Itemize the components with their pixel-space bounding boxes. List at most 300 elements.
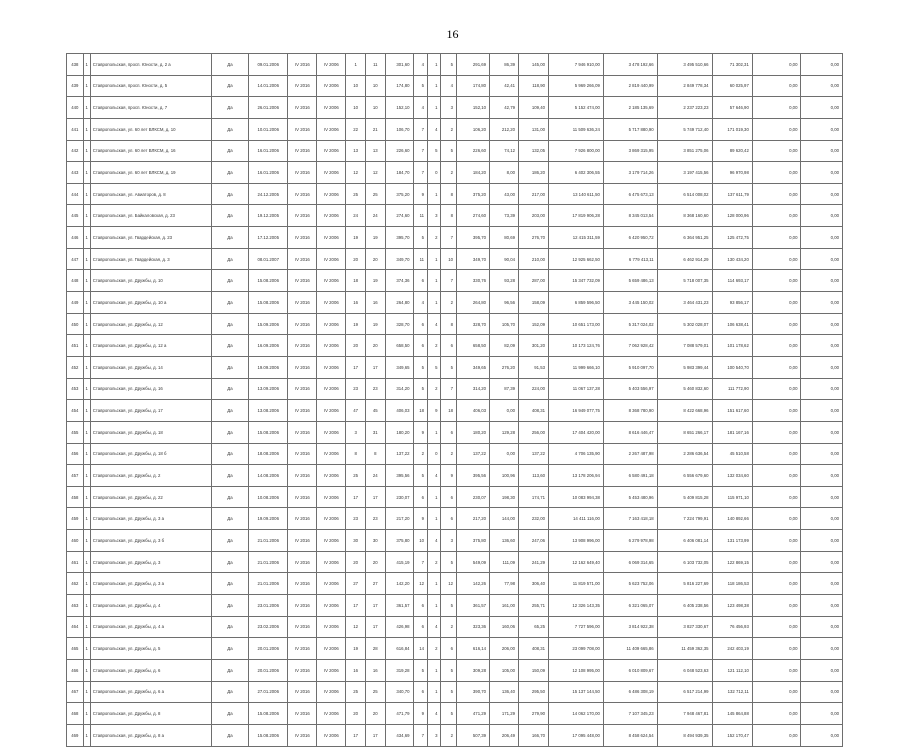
table-row [67, 595, 843, 617]
table-cell: 12 108 995,00 [549, 659, 604, 681]
table-cell: 4 [413, 54, 427, 76]
table-cell: 330,76 [456, 270, 489, 292]
table-cell: 1 [428, 421, 441, 443]
table-row [67, 443, 843, 465]
table-cell: 6 402 306,55 [549, 162, 604, 184]
table-cell: 17.12.2005 [249, 227, 288, 249]
address-cell: Ставропольская, ул. Дружбы, д. 22 [90, 486, 211, 508]
table-cell: 1 [83, 356, 90, 378]
table-cell: 122 869,15 [712, 551, 752, 573]
table-cell: 232,00 [519, 508, 549, 530]
table-cell: 6 [441, 638, 457, 660]
table-cell: IV 2006 [317, 335, 346, 357]
table-cell: 6 069 314,65 [603, 551, 657, 573]
table-cell: Да [211, 313, 248, 335]
table-row [67, 421, 843, 443]
table-cell: 6 517 214,99 [657, 681, 712, 703]
table-cell: Да [211, 421, 248, 443]
table-cell: 13 140 611,50 [549, 183, 604, 205]
table-cell: 2 286 636,54 [657, 443, 712, 465]
table-cell: Да [211, 508, 248, 530]
table-cell: 1 [428, 248, 441, 270]
table-cell: IV 2016 [288, 595, 317, 617]
table-cell: 5 [441, 659, 457, 681]
table-cell: 2 [428, 551, 441, 573]
table-cell: 1 [83, 292, 90, 314]
table-cell: IV 2006 [317, 616, 346, 638]
table-cell: 16.09.2006 [249, 335, 288, 357]
table-cell: 1 [428, 573, 441, 595]
table-row [67, 486, 843, 508]
table-cell: 0,00 [752, 356, 801, 378]
table-cell: 20.01.2006 [249, 659, 288, 681]
table-cell: 184,70 [385, 162, 413, 184]
table-cell: 1 [428, 75, 441, 97]
table-cell: IV 2016 [288, 140, 317, 162]
table-cell: 276,20 [490, 356, 519, 378]
table-cell: Да [211, 356, 248, 378]
table-cell: 0,00 [801, 595, 843, 617]
table-cell: 0,00 [752, 162, 801, 184]
table-cell: 0,00 [752, 118, 801, 140]
table-cell: 10 [441, 248, 457, 270]
table-cell: 0,00 [801, 140, 843, 162]
table-cell: 0,00 [752, 205, 801, 227]
table-cell: IV 2006 [317, 356, 346, 378]
table-cell: 5 816 227,69 [657, 573, 712, 595]
table-cell: 328,70 [456, 313, 489, 335]
table-cell: 314,20 [385, 378, 413, 400]
table-cell: 6 [413, 595, 427, 617]
page-number: 16 [446, 27, 459, 41]
table-cell: 174,71 [519, 486, 549, 508]
table-cell: IV 2006 [317, 118, 346, 140]
table-cell: 25 [346, 183, 366, 205]
table-cell: 0,00 [752, 378, 801, 400]
table-cell: 0 [428, 162, 441, 184]
table-cell: 1 [428, 659, 441, 681]
table-cell: 11 [365, 54, 385, 76]
table-cell: 463 [67, 595, 84, 617]
table-cell: 77,98 [490, 573, 519, 595]
table-cell: 2 [441, 443, 457, 465]
table-cell: 106 638,41 [712, 313, 752, 335]
table-cell: 408,31 [519, 400, 549, 422]
table-cell: 1 [83, 378, 90, 400]
table-cell: 1 [83, 227, 90, 249]
table-cell: 12 [346, 162, 366, 184]
table-cell: 15.08.2006 [249, 703, 288, 725]
table-cell: 0,00 [752, 530, 801, 552]
table-cell: 0,00 [752, 227, 801, 249]
table-cell: 5 [413, 227, 427, 249]
table-cell: 8 368 780,90 [603, 400, 657, 422]
table-cell: 24.12.2005 [249, 183, 288, 205]
table-cell: 0,00 [801, 616, 843, 638]
table-cell: 1 [83, 681, 90, 703]
table-row [67, 530, 843, 552]
table-cell: 198,30 [490, 486, 519, 508]
table-cell: IV 2006 [317, 140, 346, 162]
table-cell: 0 [428, 443, 441, 465]
table-cell: 8 616 446,47 [603, 421, 657, 443]
table-cell: 361,57 [385, 595, 413, 617]
table-cell: 0,00 [752, 703, 801, 725]
table-cell: 17 095 448,00 [549, 724, 604, 746]
table-cell: 323,36 [456, 616, 489, 638]
table-cell: 136,60 [490, 530, 519, 552]
table-cell: 11 409 665,86 [603, 638, 657, 660]
address-cell: Ставропольская, ул. 60 лет ВЛКСМ, д. 10 [90, 118, 211, 140]
table-cell: 12 162 649,40 [549, 551, 604, 573]
table-row [67, 659, 843, 681]
table-cell: IV 2006 [317, 465, 346, 487]
table-cell: 19.09.2006 [249, 508, 288, 530]
table-cell: 5 [413, 378, 427, 400]
table-cell: 3 445 150,02 [603, 292, 657, 314]
table-cell: 3 851 275,06 [657, 140, 712, 162]
table-cell: 447 [67, 248, 84, 270]
table-cell: 0,00 [752, 616, 801, 638]
table-cell: 445 [67, 205, 84, 227]
table-row [67, 313, 843, 335]
table-cell: 1 [83, 443, 90, 465]
table-cell: 23 [346, 508, 366, 530]
address-cell: Ставропольская, ул. Дружбы, д. 8 а [90, 724, 211, 746]
table-cell: 453 [67, 378, 84, 400]
table-cell: 264,80 [456, 292, 489, 314]
table-cell: 18 [441, 400, 457, 422]
table-cell: 1 [83, 97, 90, 119]
table-cell: Да [211, 75, 248, 97]
table-cell: IV 2016 [288, 724, 317, 746]
table-row [67, 573, 843, 595]
table-cell: 1 [428, 292, 441, 314]
table-cell: 3 [346, 421, 366, 443]
table-cell: IV 2016 [288, 54, 317, 76]
table-cell: 5 983 399,44 [657, 356, 712, 378]
table-cell: 5 460 832,60 [657, 378, 712, 400]
table-cell: Да [211, 140, 248, 162]
table-cell: 16 [346, 659, 366, 681]
table-cell: 10 [365, 97, 385, 119]
table-cell: 71 302,31 [712, 54, 752, 76]
table-cell: 12 [413, 573, 427, 595]
table-cell: 0,00 [752, 595, 801, 617]
table-cell: 6 [413, 313, 427, 335]
table-cell: 3 814 922,38 [603, 616, 657, 638]
table-cell: 6 420 950,72 [603, 227, 657, 249]
address-cell: Ставропольская, просп. Юности, д. 2 а [90, 54, 211, 76]
table-cell: 7 224 799,91 [657, 508, 712, 530]
table-cell: 3 [441, 530, 457, 552]
table-cell: 2 [441, 724, 457, 746]
table-cell: 14.01.2006 [249, 75, 288, 97]
table-cell: 0,00 [490, 443, 519, 465]
table-cell: 137 611,79 [712, 183, 752, 205]
table-cell: IV 2006 [317, 248, 346, 270]
table-cell: 276,70 [519, 227, 549, 249]
table-cell: 6 [413, 486, 427, 508]
table-cell: 467 [67, 681, 84, 703]
table-cell: 7 [441, 270, 457, 292]
table-cell: 0,00 [801, 54, 843, 76]
table-cell: 242 403,19 [712, 638, 752, 660]
table-cell: 2 [441, 118, 457, 140]
table-cell: 106,20 [456, 118, 489, 140]
table-cell: 15.08.2006 [249, 724, 288, 746]
table-cell: 616,84 [385, 638, 413, 660]
table-cell: 17 [365, 724, 385, 746]
table-cell: 20 [346, 703, 366, 725]
table-cell: 152,10 [456, 97, 489, 119]
table-cell: 0,00 [801, 356, 843, 378]
table-cell: IV 2006 [317, 54, 346, 76]
table-cell: 13.09.2006 [249, 378, 288, 400]
table-cell: 0,00 [752, 140, 801, 162]
table-cell: 1 [83, 465, 90, 487]
table-cell: 11 819 571,00 [549, 573, 604, 595]
address-cell: Ставропольская, ул. Дружбы, д. 16 [90, 378, 211, 400]
table-cell: 140 892,66 [712, 508, 752, 530]
table-cell: 6 [413, 335, 427, 357]
table-cell: IV 2006 [317, 595, 346, 617]
table-cell: 5 403 556,97 [603, 378, 657, 400]
table-cell: 25 [365, 183, 385, 205]
table-cell: 19 [365, 270, 385, 292]
table-cell: 459 [67, 508, 84, 530]
address-cell: Ставропольская, ул. Дружбы, д. 3 а [90, 573, 211, 595]
table-cell: 17 [346, 356, 366, 378]
table-cell: 11 [413, 248, 427, 270]
table-cell: 20 [365, 335, 385, 357]
table-cell: 457 [67, 465, 84, 487]
table-cell: 132 034,60 [712, 465, 752, 487]
table-cell: 80,69 [490, 227, 519, 249]
table-row [67, 54, 843, 76]
table-cell: 96,56 [490, 292, 519, 314]
table-cell: 319,28 [385, 659, 413, 681]
table-cell: 6 048 523,63 [657, 659, 712, 681]
table-cell: IV 2016 [288, 248, 317, 270]
address-cell: Ставропольская, ул. Дружбы, д. 3 б [90, 530, 211, 552]
table-cell: 1 [346, 54, 366, 76]
table-cell: IV 2016 [288, 356, 317, 378]
table-cell: 5 623 752,06 [603, 573, 657, 595]
table-cell: 12 [441, 573, 457, 595]
table-cell: 0,00 [752, 54, 801, 76]
table-cell: 152 170,47 [712, 724, 752, 746]
table-cell: 131,00 [519, 118, 549, 140]
table-cell: 0,00 [801, 292, 843, 314]
table-cell: Да [211, 183, 248, 205]
table-cell: 5 [441, 703, 457, 725]
table-cell: 454 [67, 400, 84, 422]
table-cell: 4 [428, 703, 441, 725]
table-cell: 19 [365, 313, 385, 335]
address-cell: Ставропольская, ул. Дружбы, д. 4 а [90, 616, 211, 638]
table-cell: 7 [413, 162, 427, 184]
address-cell: Ставропольская, ул. Дружбы, д. 8 [90, 703, 211, 725]
table-cell: 6 [441, 421, 457, 443]
table-cell: 0,00 [490, 400, 519, 422]
table-cell: 5 [441, 356, 457, 378]
table-cell: 17 [365, 595, 385, 617]
table-cell: 5 [441, 595, 457, 617]
table-cell: Да [211, 205, 248, 227]
table-cell: 132 712,11 [712, 681, 752, 703]
table-row [67, 400, 843, 422]
table-cell: 6 580 491,18 [603, 465, 657, 487]
table-cell: 96 970,98 [712, 162, 752, 184]
table-cell: 17 [365, 486, 385, 508]
table-cell: 226,60 [385, 140, 413, 162]
table-cell: 309,28 [456, 659, 489, 681]
table-cell: 2 [441, 292, 457, 314]
table-cell: 74,12 [490, 140, 519, 162]
table-cell: 17 [346, 486, 366, 508]
table-cell: 0,00 [752, 421, 801, 443]
table-cell: 14 411 116,00 [549, 508, 604, 530]
table-cell: 181 167,16 [712, 421, 752, 443]
table-cell: 5 659 486,13 [603, 270, 657, 292]
table-cell: 1 [83, 162, 90, 184]
table-cell: 17 404 420,00 [549, 421, 604, 443]
table-cell: 113,60 [519, 465, 549, 487]
table-cell: 5 [441, 54, 457, 76]
table-cell: 5 453 480,96 [603, 486, 657, 508]
table-cell: 450 [67, 313, 84, 335]
table-cell: 16 949 077,75 [549, 400, 604, 422]
table-cell: 2 [428, 638, 441, 660]
table-cell: 406,03 [456, 400, 489, 422]
table-cell: 22 [346, 118, 366, 140]
table-row [67, 75, 843, 97]
table-cell: 6 [413, 616, 427, 638]
table-cell: 0,00 [752, 443, 801, 465]
table-cell: 109,40 [519, 97, 549, 119]
table-cell: 349,70 [385, 248, 413, 270]
table-cell: 5 [413, 75, 427, 97]
table-cell: 0,00 [752, 638, 801, 660]
table-cell: 17 [365, 616, 385, 638]
table-cell: 471,79 [385, 703, 413, 725]
table-cell: 89 620,42 [712, 140, 752, 162]
table-cell: 3 869 315,95 [603, 140, 657, 162]
table-cell: 1 [428, 270, 441, 292]
table-cell: 144,00 [490, 508, 519, 530]
address-cell: Ставропольская, ул. Дружбы, д. 6 [90, 659, 211, 681]
table-cell: 374,36 [385, 270, 413, 292]
table-cell: 14 [413, 638, 427, 660]
address-cell: Ставропольская, ул. Гвардейская, д. 23 [90, 227, 211, 249]
table-cell: 23 [365, 378, 385, 400]
table-cell: 247,06 [519, 530, 549, 552]
table-cell: 10 651 173,00 [549, 313, 604, 335]
table-cell: 6 514 008,02 [657, 183, 712, 205]
table-cell: 23.02.2006 [249, 616, 288, 638]
table-cell: 6 279 978,98 [603, 530, 657, 552]
table-cell: 230,07 [456, 486, 489, 508]
table-cell: 446 [67, 227, 84, 249]
table-cell: 0,00 [752, 292, 801, 314]
table-cell: Да [211, 227, 248, 249]
table-cell: 160,06 [490, 616, 519, 638]
table-cell: 2 267 487,98 [603, 443, 657, 465]
table-cell: 395,70 [456, 227, 489, 249]
table-cell: Да [211, 595, 248, 617]
table-cell: Да [211, 248, 248, 270]
table-cell: IV 2006 [317, 681, 346, 703]
table-cell: 100,96 [490, 465, 519, 487]
table-cell: 09.01.2006 [249, 54, 288, 76]
table-cell: 13 178 206,94 [549, 465, 604, 487]
table-cell: 174,80 [456, 75, 489, 97]
table-cell: 6 [441, 335, 457, 357]
table-cell: 105,70 [490, 313, 519, 335]
table-cell: 361,57 [456, 595, 489, 617]
table-cell: 18 [413, 400, 427, 422]
table-cell: 15.08.2006 [249, 421, 288, 443]
table-cell: 7 107 345,23 [603, 703, 657, 725]
table-cell: 9 [441, 465, 457, 487]
table-cell: IV 2006 [317, 227, 346, 249]
table-cell: 7 [441, 378, 457, 400]
table-cell: 5 718 007,35 [657, 270, 712, 292]
table-cell: 1 [428, 681, 441, 703]
table-cell: 2 [428, 378, 441, 400]
table-cell: 5 [413, 659, 427, 681]
table-row [67, 378, 843, 400]
table-cell: 130 434,20 [712, 248, 752, 270]
address-cell: Ставропольская, ул. Дружбы, д. 6 а [90, 681, 211, 703]
table-cell: 45 510,58 [712, 443, 752, 465]
table-cell: 4 706 135,90 [549, 443, 604, 465]
table-cell: 306,40 [519, 573, 549, 595]
table-cell: 8 [441, 313, 457, 335]
table-cell: IV 2006 [317, 443, 346, 465]
table-cell: Да [211, 486, 248, 508]
table-cell: 1 [83, 205, 90, 227]
table-cell: 0,00 [801, 97, 843, 119]
table-cell: 3 495 510,66 [657, 54, 712, 76]
table-cell: 264,80 [385, 292, 413, 314]
table-cell: 24 [365, 205, 385, 227]
table-cell: IV 2016 [288, 616, 317, 638]
table-cell: 17 819 906,28 [549, 205, 604, 227]
table-cell: IV 2016 [288, 573, 317, 595]
table-cell: 6 [441, 508, 457, 530]
table-cell: 507,39 [456, 724, 489, 746]
table-cell: 0,00 [752, 75, 801, 97]
table-cell: 16 [365, 659, 385, 681]
table-cell: 93,28 [490, 270, 519, 292]
table-cell: 21.01.2006 [249, 551, 288, 573]
table-cell: 137,22 [456, 443, 489, 465]
table-cell: Да [211, 162, 248, 184]
table-cell: IV 2006 [317, 508, 346, 530]
address-cell: Ставропольская, ул. Дружбы, д. 2 [90, 465, 211, 487]
table-cell: 274,60 [456, 205, 489, 227]
table-cell: 45 [365, 400, 385, 422]
table-cell: 9 [413, 508, 427, 530]
table-cell: IV 2016 [288, 75, 317, 97]
table-cell: IV 2016 [288, 313, 317, 335]
table-cell: 217,20 [456, 508, 489, 530]
table-cell: 10 173 124,76 [549, 335, 604, 357]
table-cell: 4 [428, 465, 441, 487]
table-cell: 0,00 [801, 508, 843, 530]
